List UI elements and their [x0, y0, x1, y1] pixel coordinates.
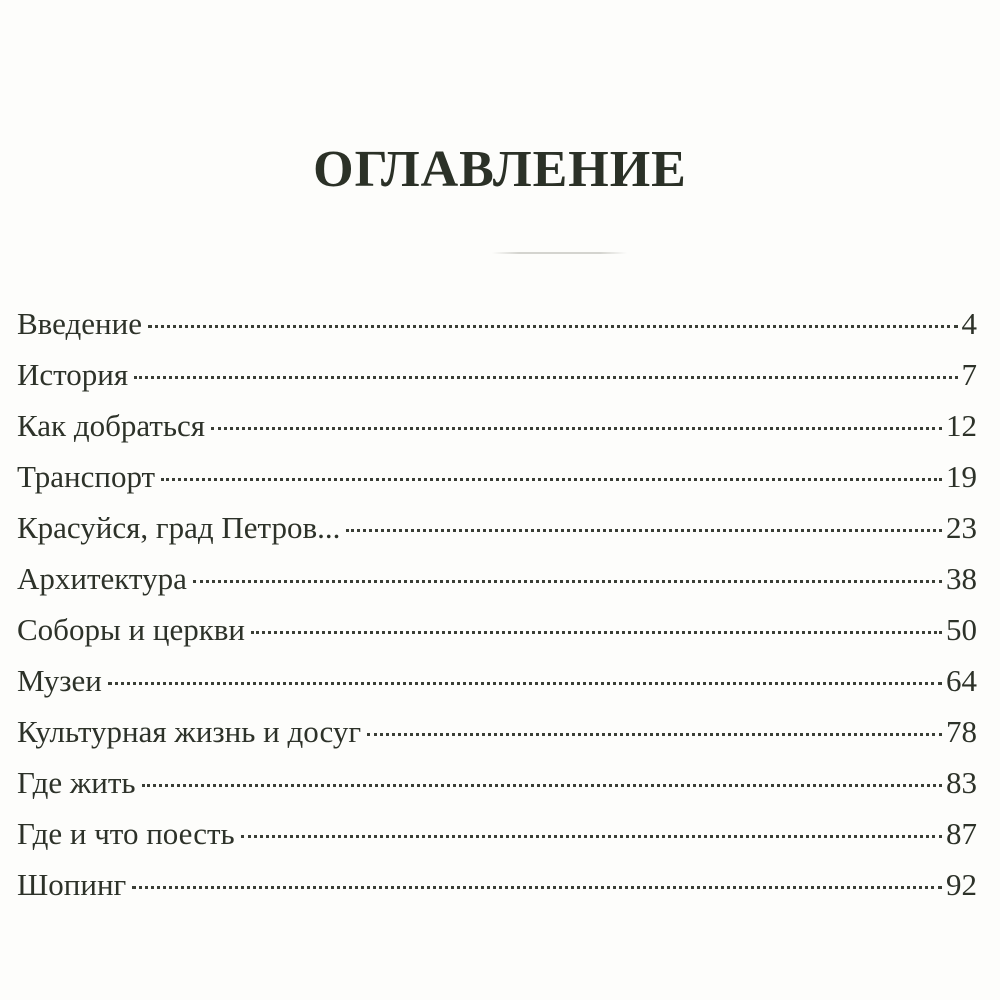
toc-entry-history[interactable] [17, 357, 977, 408]
toc-entry-page: 23 [946, 510, 977, 545]
dot-leader [132, 886, 942, 889]
toc-entry-label: Как добраться [17, 408, 206, 443]
toc-entry-page: 12 [946, 408, 977, 443]
dot-leader [108, 682, 942, 685]
dot-leader [211, 427, 942, 430]
dot-leader [148, 325, 958, 328]
toc-entry-label: История [17, 357, 129, 392]
toc-entry-page: 50 [946, 612, 977, 647]
toc-entry-label: Архитектура [17, 561, 187, 596]
toc-entry-label: Соборы и церкви [17, 612, 246, 647]
dot-leader [251, 631, 942, 634]
toc-entry-city-of-peter[interactable] [17, 510, 977, 561]
dot-leader [134, 376, 957, 379]
toc-entry-page: 83 [946, 765, 977, 800]
toc-entry-page: 87 [946, 816, 977, 851]
toc-entry-label: Музеи [17, 663, 102, 698]
toc-entry-label: Введение [17, 306, 142, 341]
dot-leader [161, 478, 942, 481]
toc-entry-page: 4 [961, 306, 977, 341]
toc-entry-culture-leisure[interactable] [17, 714, 977, 765]
toc-entry-label: Где жить [17, 765, 136, 800]
toc-entry-architecture[interactable] [17, 561, 977, 612]
page-title: ОГЛАВЛЕНИЕ [313, 141, 687, 198]
toc-entry-page: 92 [946, 867, 977, 902]
dot-leader [193, 580, 942, 583]
toc-entry-museums[interactable] [17, 663, 977, 714]
toc-entry-page: 7 [961, 357, 977, 392]
toc-entry-shopping[interactable] [17, 867, 977, 918]
toc-entry-label: Транспорт [17, 459, 156, 494]
toc-entry-getting-there[interactable] [17, 408, 977, 459]
toc-entry-cathedrals[interactable] [17, 612, 977, 663]
toc-entry-label: Красуйся, град Петров... [17, 510, 341, 545]
table-of-contents [17, 306, 977, 918]
toc-entry-page: 38 [946, 561, 977, 596]
toc-entry-label: Культурная жизнь и досуг [17, 714, 362, 749]
toc-entry-page: 78 [946, 714, 977, 749]
dot-leader [367, 733, 942, 736]
toc-entry-page: 19 [946, 459, 977, 494]
dot-leader [241, 835, 942, 838]
dot-leader [142, 784, 942, 787]
dot-leader [346, 529, 942, 532]
toc-entry-transport[interactable] [17, 459, 977, 510]
toc-entry-label: Где и что поесть [17, 816, 235, 851]
toc-entry-page: 64 [946, 663, 977, 698]
toc-entry-where-to-stay[interactable] [17, 765, 977, 816]
toc-entry-label: Шопинг [17, 867, 127, 902]
title-divider [492, 252, 627, 254]
toc-entry-introduction[interactable] [17, 306, 977, 357]
toc-entry-where-to-eat[interactable] [17, 816, 977, 867]
